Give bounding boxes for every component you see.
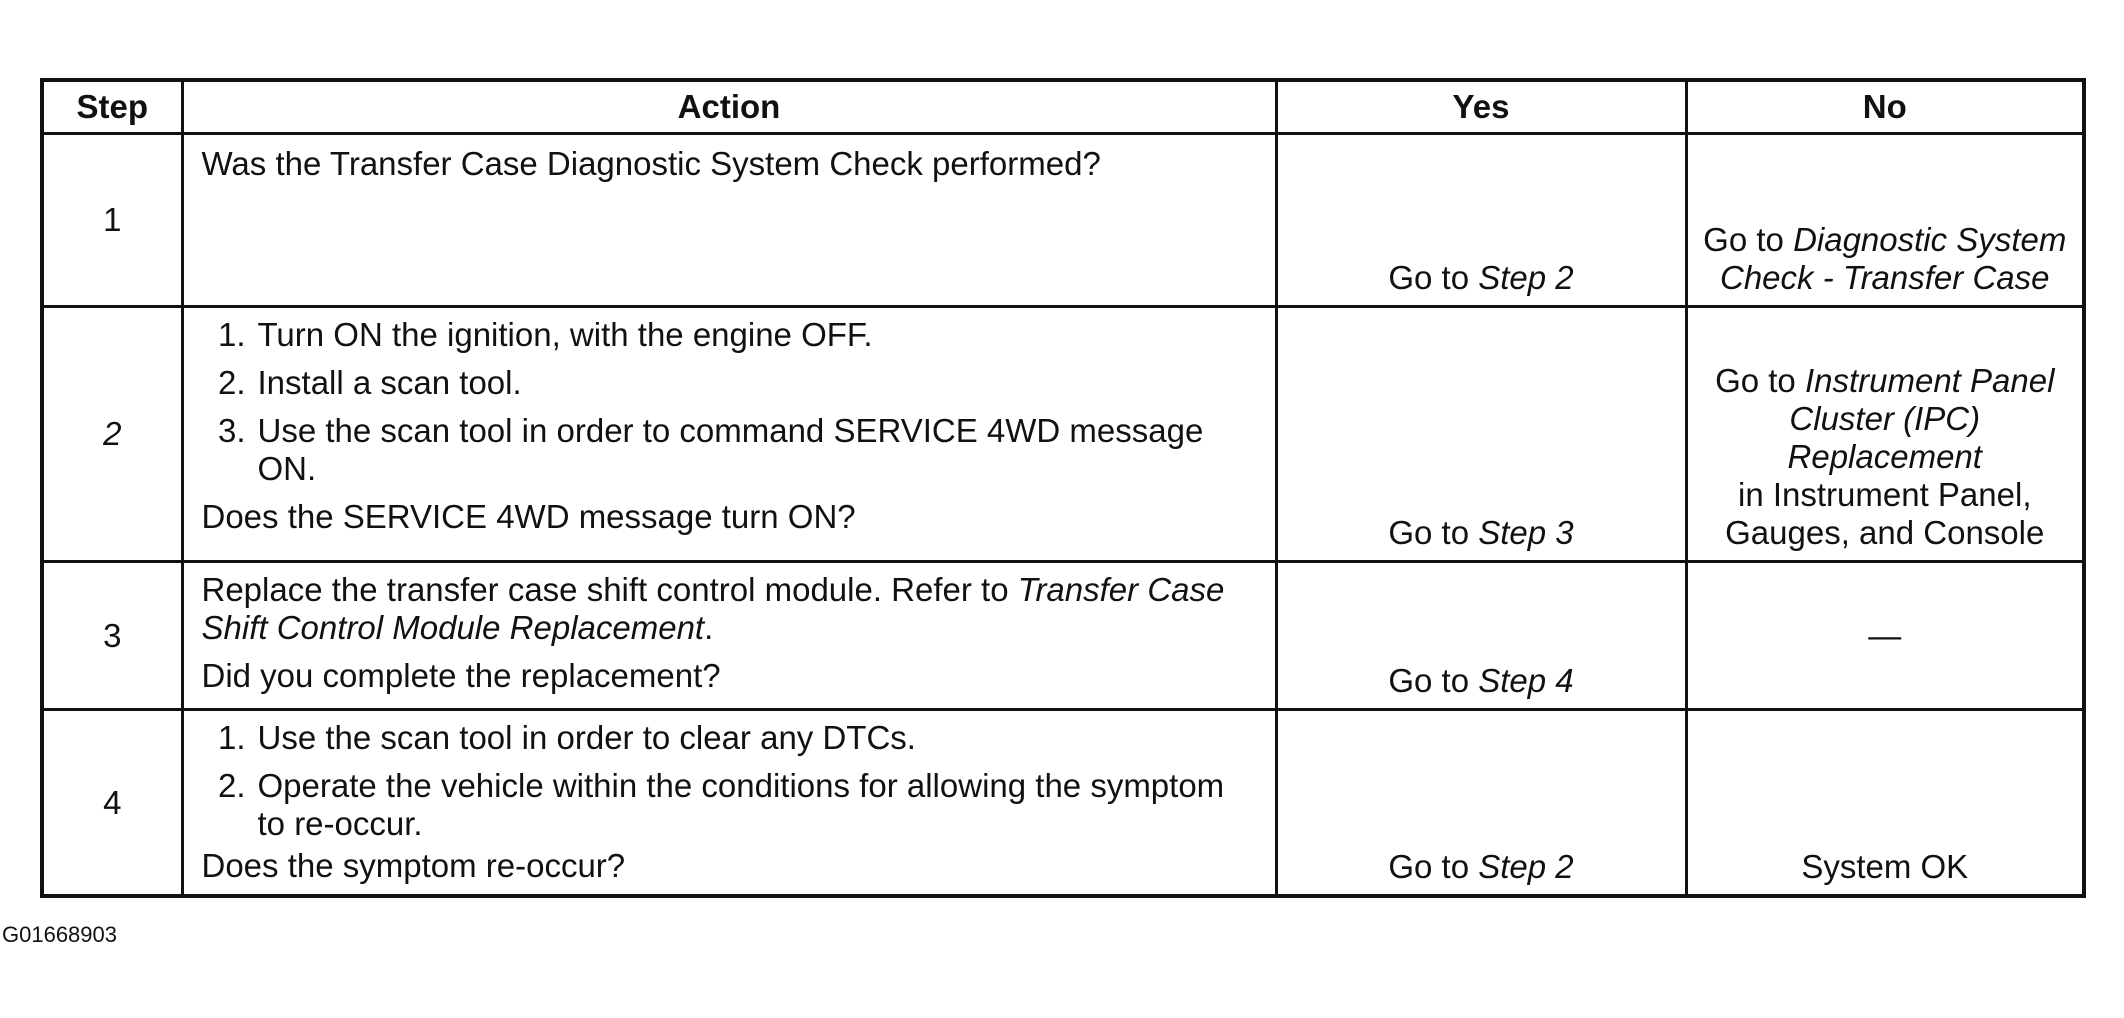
yes-prefix: Go to	[1388, 662, 1479, 700]
action-step-item	[202, 412, 1261, 488]
header-yes: Yes	[1276, 82, 1686, 134]
action-step-text: Use the scan tool in order to clear any DTCs.	[257, 719, 916, 757]
header-no: No	[1686, 82, 2082, 134]
no-suffix: in Instrument Panel, Gauges, and Console	[1725, 475, 2045, 551]
action-question: Did you complete the replacement?	[201, 656, 721, 694]
action-text-prefix: Replace the transfer case shift control module. Refer to	[201, 570, 1018, 608]
step-number: 3	[44, 561, 182, 710]
diagnostic-table-frame	[40, 78, 2086, 898]
action-step-number: 1.	[217, 719, 246, 757]
yes-cell	[1276, 710, 1686, 894]
no-prefix: Go to	[1703, 220, 1794, 258]
yes-prefix: Go to	[1388, 258, 1479, 296]
no-cell	[1686, 561, 2082, 710]
action-step-text: Turn ON the ignition, with the engine OFF.	[257, 315, 873, 353]
no-procedure-link[interactable]: Diagnostic System Check - Transfer Case	[1720, 220, 2067, 296]
header-step: Step	[44, 82, 182, 134]
yes-prefix: Go to	[1388, 848, 1479, 885]
no-cell	[1686, 134, 2082, 307]
action-step-item	[202, 364, 1261, 402]
action-cell	[182, 710, 1276, 894]
action-step-number: 1.	[217, 315, 246, 353]
action-steps-list	[202, 316, 1261, 488]
yes-prefix: Go to	[1388, 513, 1479, 551]
action-step-item	[202, 767, 1261, 843]
yes-cell	[1276, 134, 1686, 307]
no-cell	[1686, 306, 2082, 561]
step-number: 1	[44, 134, 182, 307]
action-question: Does the symptom re-occur?	[201, 847, 626, 885]
action-steps-list	[202, 719, 1261, 843]
table-row	[44, 306, 2082, 561]
yes-step-link[interactable]: Step 2	[1478, 258, 1574, 296]
no-result: System OK	[1801, 848, 1969, 885]
action-step-number: 3.	[217, 411, 246, 449]
yes-step-link[interactable]: Step 3	[1478, 513, 1574, 551]
action-step-item	[202, 719, 1261, 757]
action-procedure-link[interactable]: Transfer Case Shift Control Module Replacement	[201, 570, 1225, 646]
figure-id: G01668903	[2, 922, 117, 947]
action-step-number: 2.	[217, 767, 246, 805]
action-text-suffix: .	[704, 608, 714, 646]
action-question: Was the Transfer Case Diagnostic System Check performed?	[201, 145, 1101, 183]
no-procedure-link[interactable]: Instrument Panel Cluster (IPC) Replacement	[1787, 361, 2055, 475]
header-row	[44, 82, 2082, 134]
action-cell	[182, 561, 1276, 710]
diagnostic-table	[44, 82, 2082, 894]
action-text	[202, 571, 1261, 647]
action-cell	[182, 306, 1276, 561]
step-number: 2	[44, 306, 182, 561]
action-question: Does the SERVICE 4WD message turn ON?	[201, 497, 856, 535]
yes-cell	[1276, 561, 1686, 710]
table-row	[44, 134, 2082, 307]
no-prefix: Go to	[1715, 361, 1805, 399]
action-cell	[182, 134, 1276, 307]
table-row	[44, 710, 2082, 894]
step-number: 4	[44, 710, 182, 894]
no-dash: —	[1868, 616, 1902, 654]
table-row	[44, 561, 2082, 710]
no-cell	[1686, 710, 2082, 894]
yes-step-link[interactable]: Step 4	[1478, 662, 1574, 700]
action-step-text: Operate the vehicle within the conditions for allowing the symptom to re-occur.	[257, 767, 1225, 843]
yes-cell	[1276, 306, 1686, 561]
action-step-item	[202, 316, 1261, 354]
yes-step-link[interactable]: Step 2	[1478, 848, 1574, 885]
action-step-text: Use the scan tool in order to command SERVICE 4WD message ON.	[257, 411, 1204, 487]
action-step-text: Install a scan tool.	[257, 363, 522, 401]
action-step-number: 2.	[217, 363, 246, 401]
header-action: Action	[182, 82, 1276, 134]
